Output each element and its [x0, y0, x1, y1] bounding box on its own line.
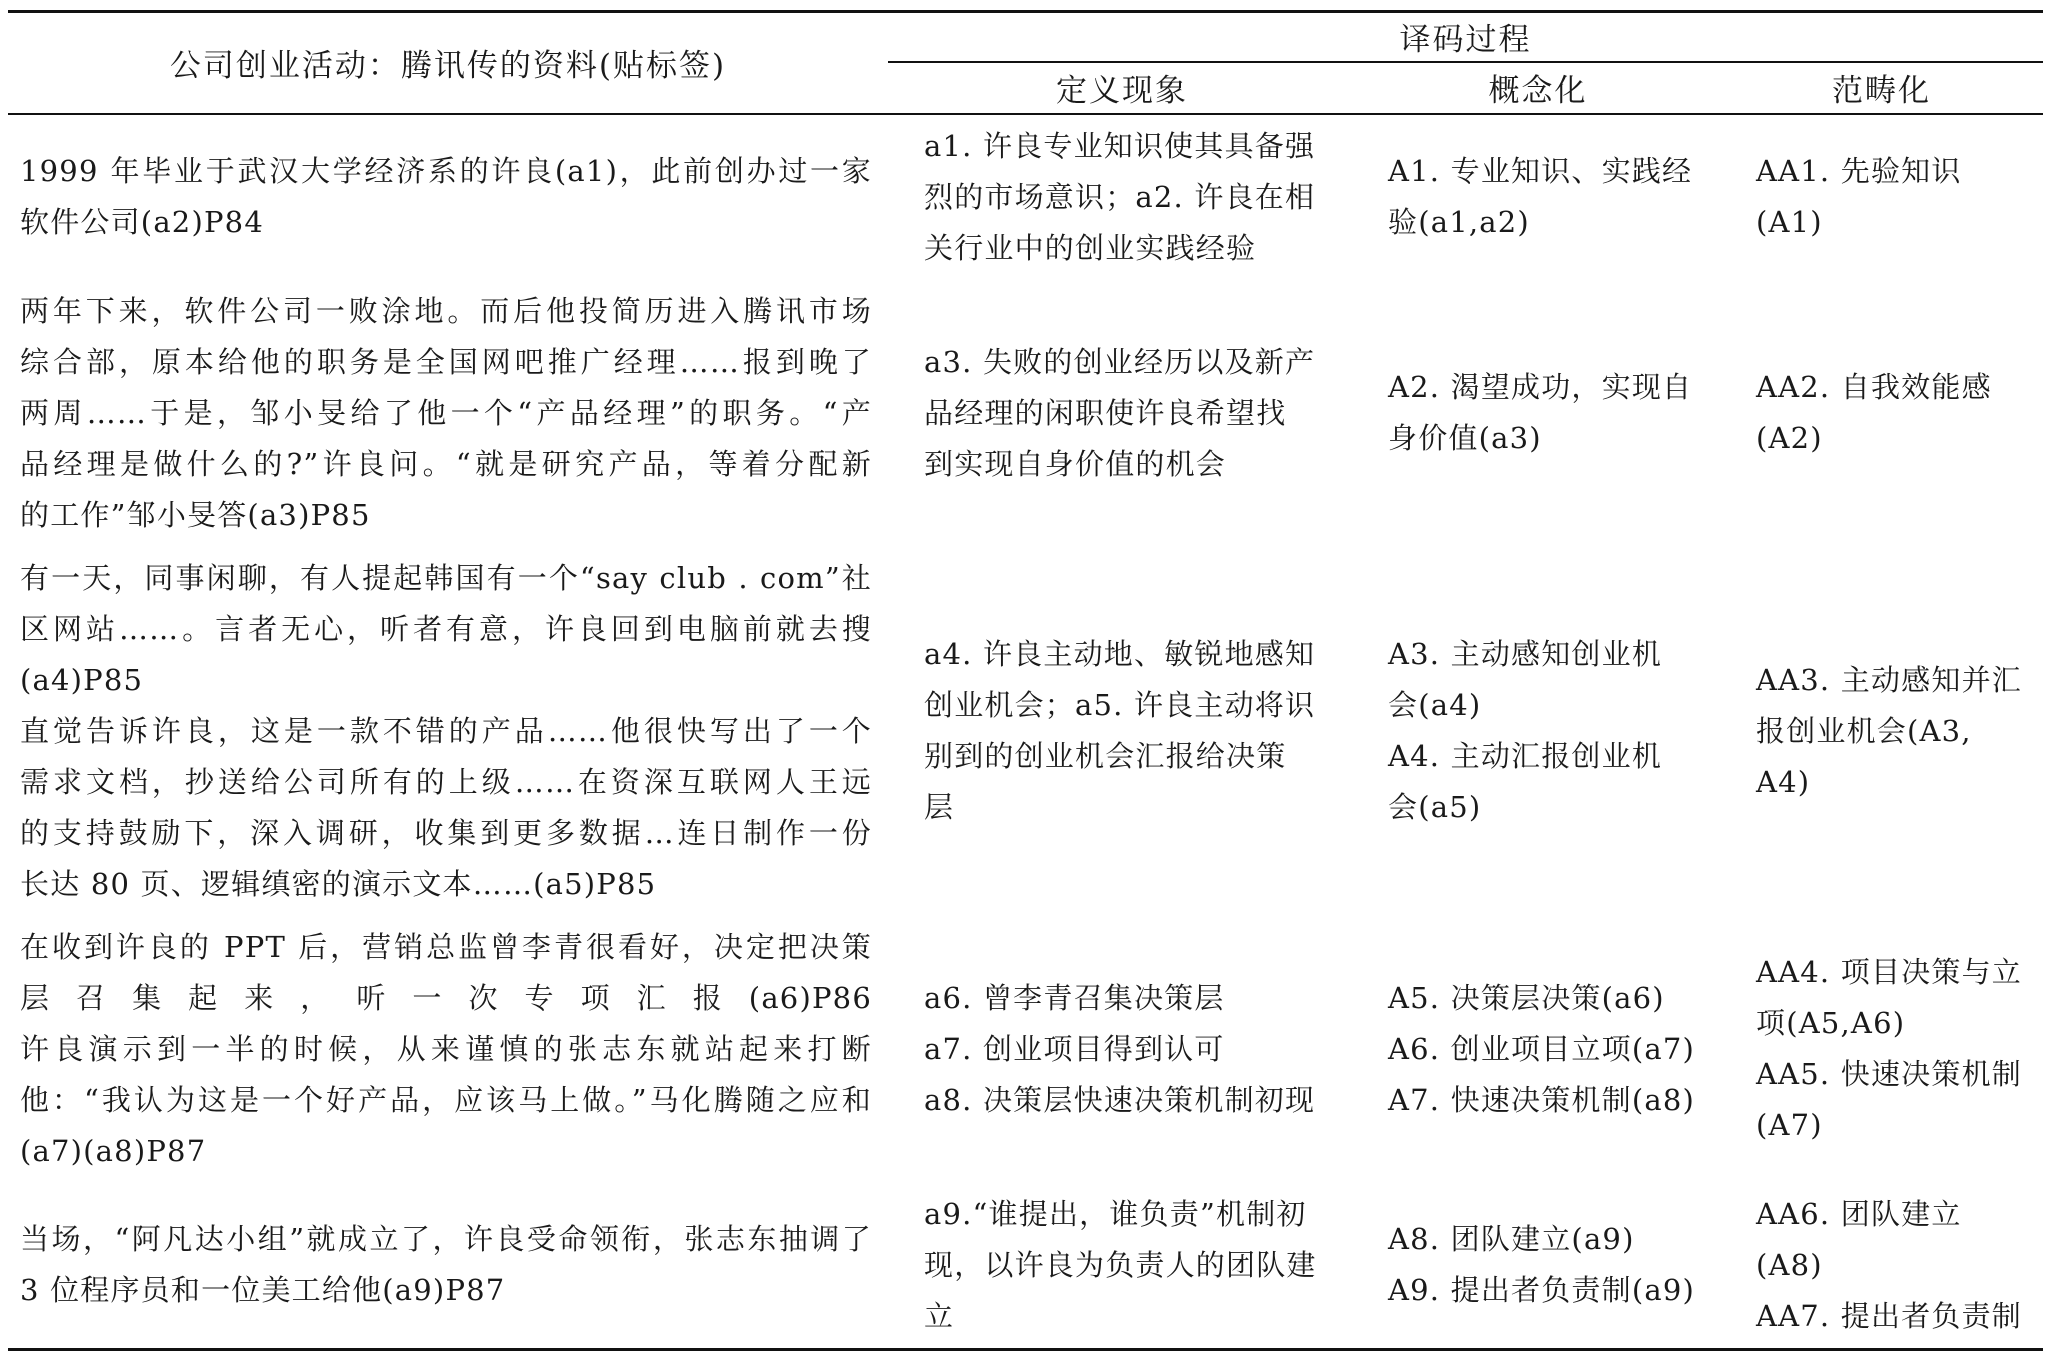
- cell-line: 烈的市场意识；a2. 许良在相: [924, 179, 1316, 214]
- cell-line: a4. 许良主动地、敏锐地感知: [924, 637, 1316, 671]
- cell-line: 的支持鼓励下，深入调研，收集到更多数据…连日制作一份: [20, 815, 872, 850]
- cell-line: (A7): [1756, 1108, 1823, 1142]
- cell-line: AA4. 项目决策与立: [1756, 955, 2022, 989]
- cell-line: 软件公司(a2)P84: [20, 205, 264, 239]
- table-row: [8, 280, 2043, 547]
- categories-cell: [1720, 916, 2043, 1183]
- source-text-cell: [8, 916, 888, 1183]
- cell-line: A8. 团队建立(a9): [1388, 1222, 1635, 1256]
- cell-line: 层召集起来，听一次专项汇报(a6)P86: [20, 980, 872, 1015]
- coding-process-header: 译码过程: [888, 12, 2043, 62]
- cell-line: 当场，“阿凡达小组”就成立了，许良受命领衔，张志东抽调了: [20, 1222, 872, 1256]
- phenomena-cell: [888, 547, 1356, 916]
- cell-line: a9.“谁提出，谁负责”机制初: [924, 1196, 1307, 1231]
- cell-line: A9. 提出者负责制(a9): [1388, 1273, 1695, 1307]
- phenomena-cell: [888, 1183, 1356, 1350]
- cell-line: 1999 年毕业于武汉大学经济系的许良(a1)，此前创办过一家: [20, 154, 872, 188]
- cell-line: 项(A5,A6): [1756, 1006, 1906, 1040]
- cell-line: (a7)(a8)P87: [20, 1133, 207, 1168]
- concepts-cell: [1356, 114, 1720, 280]
- cell-line: AA2. 自我效能感: [1756, 370, 1992, 404]
- concepts-column-header: 概念化: [1356, 62, 1720, 114]
- cell-line: 3 位程序员和一位美工给他(a9)P87: [20, 1273, 506, 1307]
- cell-line: 别到的创业机会汇报给决策: [924, 739, 1287, 773]
- cell-line: 会(a4): [1388, 688, 1482, 722]
- cell-line: AA3. 主动感知并汇: [1756, 662, 2022, 697]
- cell-line: 现，以许良为负责人的团队建: [924, 1247, 1317, 1282]
- cell-line: 在收到许良的 PPT 后，营销总监曾李青很看好，决定把决策: [20, 929, 872, 964]
- categories-cell: [1720, 280, 2043, 547]
- source-text-cell: [8, 280, 888, 547]
- cell-line: 有一天，同事闲聊，有人提起韩国有一个“say club . com”社: [20, 560, 872, 595]
- cell-line: a6. 曾李青召集决策层: [924, 980, 1225, 1015]
- cell-line: 直觉告诉许良，这是一款不错的产品……他很快写出了一个: [20, 713, 872, 748]
- phenomena-cell: [888, 280, 1356, 547]
- categories-cell: [1720, 547, 2043, 916]
- cell-line: AA1. 先验知识: [1756, 154, 1962, 188]
- categories-cell: [1720, 1183, 2043, 1350]
- cell-line: (A2): [1756, 421, 1823, 455]
- cell-line: A2. 渴望成功，实现自: [1388, 370, 1693, 404]
- cell-line: 报创业机会(A3,: [1756, 713, 1972, 748]
- table-row: [8, 1183, 2043, 1350]
- source-column-header: 公司创业活动：腾讯传的资料(贴标签): [8, 12, 888, 114]
- cell-line: 许良演示到一半的时候，从来谨慎的张志东就站起来打断: [20, 1031, 872, 1066]
- cell-line: 需求文档，抄送给公司所有的上级……在资深互联网人王远: [20, 764, 872, 799]
- cell-line: AA5. 快速决策机制: [1756, 1057, 2022, 1091]
- table-row: [8, 547, 2043, 916]
- cell-line: 到实现自身价值的机会: [924, 446, 1227, 481]
- phenomena-cell: [888, 916, 1356, 1183]
- cell-line: a7. 创业项目得到认可: [924, 1031, 1225, 1066]
- concepts-cell: [1356, 280, 1720, 547]
- cell-line: 他：“我认为这是一个好产品，应该马上做。”马化腾随之应和: [20, 1082, 872, 1117]
- cell-line: a8. 决策层快速决策机制初现: [924, 1082, 1316, 1117]
- concepts-cell: [1356, 916, 1720, 1183]
- categories-cell: [1720, 114, 2043, 280]
- cell-line: A1. 专业知识、实践经: [1388, 154, 1693, 188]
- cell-line: a1. 许良专业知识使其具备强: [924, 128, 1316, 163]
- cell-line: AA6. 团队建立: [1756, 1196, 1962, 1231]
- table-row: [8, 916, 2043, 1183]
- cell-line: (A8): [1756, 1247, 1823, 1282]
- cell-line: 立: [924, 1298, 955, 1333]
- source-text-cell: [8, 1183, 888, 1350]
- cell-line: 层: [924, 790, 955, 824]
- cell-line: 会(a5): [1388, 790, 1482, 824]
- cell-line: 区网站……。言者无心，听者有意，许良回到电脑前就去搜: [20, 611, 872, 646]
- cell-line: 创业机会；a5. 许良主动将识: [924, 688, 1316, 722]
- cell-line: 长达 80 页、逻辑缜密的演示文本……(a5)P85: [20, 866, 657, 901]
- cell-line: A3. 主动感知创业机: [1388, 637, 1663, 671]
- cell-line: 品经理的闲职使许良希望找: [924, 395, 1287, 430]
- cell-line: AA7. 提出者负责制: [1756, 1298, 2022, 1333]
- cell-line: A5. 决策层决策(a6): [1388, 980, 1665, 1015]
- cell-line: 综合部，原本给他的职务是全国网吧推广经理……报到晚了: [20, 344, 872, 379]
- concepts-cell: [1356, 547, 1720, 916]
- cell-line: 关行业中的创业实践经验: [924, 230, 1257, 265]
- cell-line: A7. 快速决策机制(a8): [1388, 1082, 1695, 1117]
- cell-line: 验(a1,a2): [1388, 205, 1530, 239]
- cell-line: 两周……于是，邹小旻给了他一个“产品经理”的职务。“产: [20, 395, 872, 430]
- cell-line: A4): [1756, 764, 1811, 799]
- cell-line: A6. 创业项目立项(a7): [1388, 1031, 1695, 1066]
- source-text-cell: [8, 114, 888, 280]
- cell-line: 两年下来，软件公司一败涂地。而后他投简历进入腾讯市场: [20, 293, 872, 328]
- cell-line: 身价值(a3): [1388, 421, 1542, 455]
- table-row: [8, 114, 2043, 280]
- phenomena-cell: [888, 114, 1356, 280]
- concepts-cell: [1356, 1183, 1720, 1350]
- phenomena-column-header: 定义现象: [888, 62, 1356, 114]
- cell-line: (a4)P85: [20, 662, 144, 697]
- source-text-cell: [8, 547, 888, 916]
- coding-table: [8, 10, 2043, 1351]
- cell-line: A4. 主动汇报创业机: [1388, 739, 1663, 773]
- cell-line: (A1): [1756, 205, 1823, 239]
- categories-column-header: 范畴化: [1720, 62, 2043, 114]
- cell-line: 的工作”邹小旻答(a3)P85: [20, 497, 371, 532]
- cell-line: 品经理是做什么的?”许良问。“就是研究产品，等着分配新: [20, 446, 872, 481]
- cell-line: a3. 失败的创业经历以及新产: [924, 344, 1316, 379]
